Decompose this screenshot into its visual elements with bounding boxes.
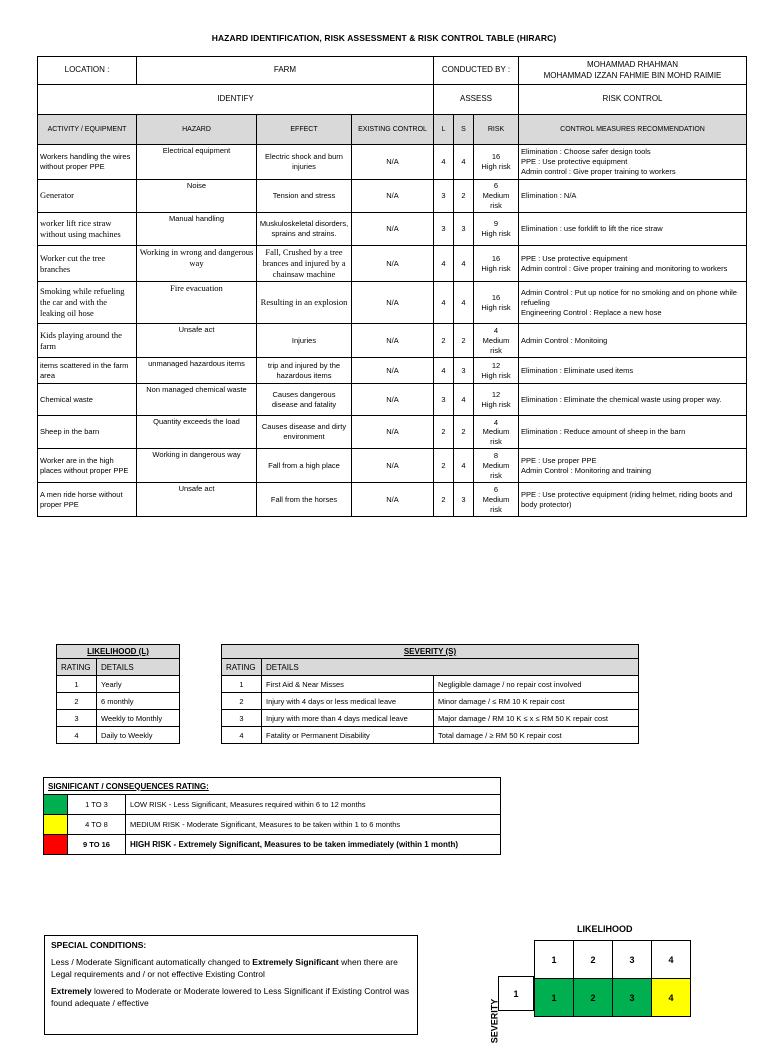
activity-cell: Workers handling the wires without proper PPE: [38, 145, 137, 180]
hazard-cell: Quantity exceeds the load: [137, 416, 257, 449]
risk-cell: 16 High risk: [474, 145, 519, 180]
severity-row: [222, 693, 639, 710]
effect-cell: Causes dangerous disease and fatality: [257, 384, 352, 416]
severity-cell: 2: [454, 324, 474, 358]
risk-cell: 12 High risk: [474, 384, 519, 416]
hazard-cell: unmanaged hazardous items: [137, 358, 257, 384]
risk-cell: 16 High risk: [474, 282, 519, 324]
likelihood-cell: 3: [434, 384, 454, 416]
special-para-1: Less / Moderate Significant automatically changed to Extremely Significant when there are Legal requirements and / or not effective Existing Control: [51, 957, 398, 979]
severity-details-header: DETAILS: [262, 659, 639, 676]
col-l: L: [434, 115, 454, 145]
severity-cell: 3: [454, 483, 474, 517]
severity-rating: 2: [222, 693, 262, 710]
severity-row: [222, 710, 639, 727]
existing-control-cell: N/A: [352, 282, 434, 324]
hazard-cell: Electrical equipment: [137, 145, 257, 180]
location-label: LOCATION :: [38, 57, 137, 85]
table-row: [38, 145, 747, 180]
risk-cell: 4 Medium risk: [474, 416, 519, 449]
table-row: [38, 483, 747, 517]
existing-control-cell: N/A: [352, 358, 434, 384]
special-conditions: [44, 935, 418, 1035]
severity-cell: 2: [454, 416, 474, 449]
severity-rating: 3: [222, 710, 262, 727]
effect-cell: Causes disease and dirty environment: [257, 416, 352, 449]
table-row: [38, 416, 747, 449]
activity-cell: Chemical waste: [38, 384, 137, 416]
hazard-cell: Unsafe act: [137, 483, 257, 517]
likelihood-rating: 2: [57, 693, 97, 710]
likelihood-row: [57, 710, 180, 727]
severity-damage: Negligible damage / no repair cost involved: [434, 676, 639, 693]
likelihood-table: [56, 644, 180, 744]
likelihood-cell: 3: [434, 180, 454, 213]
severity-rating: 1: [222, 676, 262, 693]
likelihood-rating: 4: [57, 727, 97, 744]
table-row: [38, 384, 747, 416]
matrix-cell: 4: [652, 979, 691, 1017]
col-effect: EFFECT: [257, 115, 352, 145]
col-hazard: HAZARD: [137, 115, 257, 145]
effect-cell: Tension and stress: [257, 180, 352, 213]
existing-control-cell: N/A: [352, 145, 434, 180]
existing-control-cell: N/A: [352, 213, 434, 246]
matrix-cell: 1: [535, 979, 574, 1017]
col-s: S: [454, 115, 474, 145]
severity-damage: Major damage / RM 10 K ≤ x ≤ RM 50 K repair cost: [434, 710, 639, 727]
severity-injury: Injury with more than 4 days medical leave: [262, 710, 434, 727]
col-control: CONTROL MEASURES RECOMMENDATION: [519, 115, 747, 145]
hazard-cell: Unsafe act: [137, 324, 257, 358]
existing-control-cell: N/A: [352, 416, 434, 449]
likelihood-cell: 3: [434, 213, 454, 246]
control-cell: Elimination : Eliminate used items: [519, 358, 747, 384]
existing-control-cell: N/A: [352, 324, 434, 358]
likelihood-cell: 4: [434, 358, 454, 384]
control-cell: PPE : Use proper PPE Admin Control : Monitoring and training: [519, 449, 747, 483]
severity-cell: 2: [454, 180, 474, 213]
page-title: HAZARD IDENTIFICATION, RISK ASSESSMENT & RISK CONTROL TABLE (HIRARC): [211, 33, 557, 43]
control-cell: Elimination : N/A: [519, 180, 747, 213]
risk-cell: 16 High risk: [474, 246, 519, 282]
significance-table: [43, 777, 501, 855]
activity-cell: Kids playing around the farm: [38, 324, 137, 358]
hazard-cell: Manual handling: [137, 213, 257, 246]
likelihood-cell: 4: [434, 246, 454, 282]
significance-text: LOW RISK - Less Significant, Measures required within 6 to 12 months: [126, 795, 501, 815]
control-cell: Elimination : Reduce amount of sheep in the barn: [519, 416, 747, 449]
table-row: [38, 246, 747, 282]
effect-cell: Fall from the horses: [257, 483, 352, 517]
severity-cell: 3: [454, 213, 474, 246]
likelihood-title: LIKELIHOOD (L): [57, 645, 180, 659]
severity-damage: Total damage / ≥ RM 50 K repair cost: [434, 727, 639, 744]
risk-cell: 6 Medium risk: [474, 483, 519, 517]
severity-cell: 3: [454, 358, 474, 384]
likelihood-detail: 6 monthly: [97, 693, 180, 710]
severity-damage: Minor damage / ≤ RM 10 K repair cost: [434, 693, 639, 710]
matrix-col-header: 1: [535, 941, 574, 979]
severity-cell: 4: [454, 282, 474, 324]
likelihood-cell: 2: [434, 416, 454, 449]
conducted-value: MOHAMMAD RHAHMAN MOHAMMAD IZZAN FAHMIE BIN MOHD RAIMIE: [519, 57, 747, 85]
control-cell: Admin Control : Put up notice for no smoking and on phone while refueling Engineering Control : Replace a new hose: [519, 282, 747, 324]
table-row: [38, 449, 747, 483]
severity-table: [221, 644, 639, 744]
identify-header: IDENTIFY: [38, 85, 434, 115]
significance-range: 1 TO 3: [68, 795, 126, 815]
likelihood-cell: 2: [434, 449, 454, 483]
effect-cell: trip and injured by the hazardous items: [257, 358, 352, 384]
significance-range: 9 TO 16: [68, 835, 126, 855]
severity-row: [222, 727, 639, 744]
col-existing-control: EXISTING CONTROL: [352, 115, 434, 145]
severity-injury: Injury with 4 days or less medical leave: [262, 693, 434, 710]
likelihood-detail: Daily to Weekly: [97, 727, 180, 744]
col-activity: ACTIVITY / EQUIPMENT: [38, 115, 137, 145]
conducted-label: CONDUCTED BY :: [434, 57, 519, 85]
likelihood-rating: 3: [57, 710, 97, 727]
hazard-cell: Non managed chemical waste: [137, 384, 257, 416]
severity-cell: 4: [454, 246, 474, 282]
table-row: [38, 213, 747, 246]
activity-cell: items scattered in the farm area: [38, 358, 137, 384]
effect-cell: Fall, Crushed by a tree brances and injured by a chainsaw machine: [257, 246, 352, 282]
likelihood-cell: 4: [434, 145, 454, 180]
severity-rating: 4: [222, 727, 262, 744]
assess-header: ASSESS: [434, 85, 519, 115]
likelihood-details-header: DETAILS: [97, 659, 180, 676]
severity-injury: Fatality or Permanent Disability: [262, 727, 434, 744]
significance-range: 4 TO 8: [68, 815, 126, 835]
activity-cell: Sheep in the barn: [38, 416, 137, 449]
existing-control-cell: N/A: [352, 384, 434, 416]
special-para-2: Extremely lowered to Moderate or Moderate lowered to Less Significant if Existing Control was found adequate / effective: [51, 986, 410, 1008]
likelihood-cell: 4: [434, 282, 454, 324]
risk-matrix: [534, 940, 691, 1017]
likelihood-detail: Weekly to Monthly: [97, 710, 180, 727]
likelihood-row: [57, 676, 180, 693]
severity-row: [222, 676, 639, 693]
significance-row: [44, 835, 501, 855]
activity-cell: Smoking while refueling the car and with the leaking oil hose: [38, 282, 137, 324]
activity-cell: Worker are in the high places without proper PPE: [38, 449, 137, 483]
table-row: [38, 324, 747, 358]
risk-control-header: RISK CONTROL: [519, 85, 747, 115]
risk-cell: 4 Medium risk: [474, 324, 519, 358]
effect-cell: Electric shock and burn injuries: [257, 145, 352, 180]
risk-cell: 9 High risk: [474, 213, 519, 246]
significance-row: [44, 795, 501, 815]
hazard-cell: Working in wrong and dangerous way: [137, 246, 257, 282]
severity-rating-header: RATING: [222, 659, 262, 676]
likelihood-rating-header: RATING: [57, 659, 97, 676]
control-cell: PPE : Use protective equipment Admin control : Give proper training and monitoring to workers: [519, 246, 747, 282]
activity-cell: Worker cut the tree branches: [38, 246, 137, 282]
severity-cell: 4: [454, 145, 474, 180]
control-cell: Elimination : use forklift to lift the rice straw: [519, 213, 747, 246]
matrix-col-header: 2: [574, 941, 613, 979]
significance-title: SIGNIFICANT / CONSEQUENCES RATING:: [44, 778, 501, 795]
activity-cell: worker lift rice straw without using machines: [38, 213, 137, 246]
effect-cell: Fall from a high place: [257, 449, 352, 483]
matrix-cell: 3: [613, 979, 652, 1017]
control-cell: Elimination : Choose safer design tools PPE : Use protective equipment Admin control : Give proper training to workers: [519, 145, 747, 180]
likelihood-row: [57, 693, 180, 710]
significance-color-swatch: [44, 835, 68, 855]
severity-title: SEVERITY (S): [222, 645, 639, 659]
severity-cell: 4: [454, 449, 474, 483]
matrix-title: LIKELIHOOD: [577, 924, 633, 934]
matrix-cell: 2: [574, 979, 613, 1017]
significance-color-swatch: [44, 815, 68, 835]
activity-cell: A men ride horse without proper PPE: [38, 483, 137, 517]
likelihood-cell: 2: [434, 324, 454, 358]
likelihood-rating: 1: [57, 676, 97, 693]
location-value: FARM: [137, 57, 434, 85]
hazard-cell: Working in dangerous way: [137, 449, 257, 483]
significance-text: HIGH RISK - Extremely Significant, Measures to be taken immediately (within 1 month): [126, 835, 501, 855]
likelihood-row: [57, 727, 180, 744]
existing-control-cell: N/A: [352, 180, 434, 213]
hirarc-table: [37, 56, 747, 517]
severity-injury: First Aid & Near Misses: [262, 676, 434, 693]
table-row: [38, 180, 747, 213]
significance-row: [44, 815, 501, 835]
significance-color-swatch: [44, 795, 68, 815]
table-row: [38, 282, 747, 324]
matrix-row-label: 1: [498, 976, 534, 1011]
activity-cell: Generator: [38, 180, 137, 213]
likelihood-cell: 2: [434, 483, 454, 517]
hazard-cell: Fire evacuation: [137, 282, 257, 324]
risk-cell: 12 High risk: [474, 358, 519, 384]
special-title: SPECIAL CONDITIONS:: [51, 940, 147, 950]
control-cell: Admin Control : Monitoing: [519, 324, 747, 358]
existing-control-cell: N/A: [352, 483, 434, 517]
effect-cell: Resulting in an explosion: [257, 282, 352, 324]
matrix-side-label: SEVERITY: [489, 998, 500, 1043]
existing-control-cell: N/A: [352, 449, 434, 483]
matrix-col-header: 3: [613, 941, 652, 979]
col-risk: RISK: [474, 115, 519, 145]
existing-control-cell: N/A: [352, 246, 434, 282]
effect-cell: Injuries: [257, 324, 352, 358]
severity-cell: 4: [454, 384, 474, 416]
likelihood-detail: Yearly: [97, 676, 180, 693]
risk-cell: 8 Medium risk: [474, 449, 519, 483]
table-row: [38, 358, 747, 384]
significance-text: MEDIUM RISK - Moderate Significant, Measures to be taken within 1 to 6 months: [126, 815, 501, 835]
hazard-cell: Noise: [137, 180, 257, 213]
control-cell: PPE : Use protective equipment (riding helmet, riding boots and body protector): [519, 483, 747, 517]
effect-cell: Muskuloskeletal disorders, sprains and strains.: [257, 213, 352, 246]
matrix-col-header: 4: [652, 941, 691, 979]
control-cell: Elimination : Eliminate the chemical waste using proper way.: [519, 384, 747, 416]
risk-cell: 6 Medium risk: [474, 180, 519, 213]
